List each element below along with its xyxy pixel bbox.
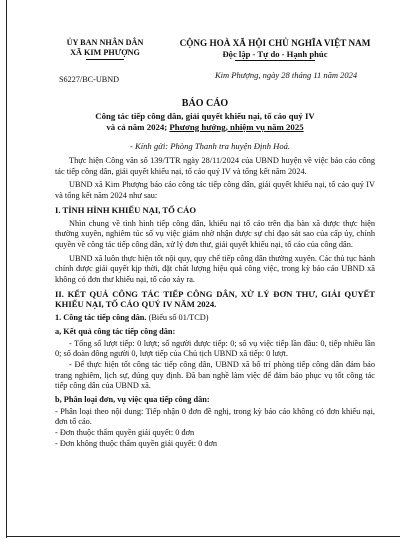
classification-line-1: - Phân loại theo nội dung: Tiếp nhận 0 đơn đề nghị, trong kỳ báo cáo không có đơn khiếu nại, đơn tố cáo. xyxy=(55,406,375,427)
classification-line-2: - Đơn thuộc thẩm quyền giải quyết: 0 đơn xyxy=(55,428,195,438)
subsection-1-label: 1. Công tác tiếp công dân. xyxy=(55,313,147,323)
agency-underline xyxy=(86,59,124,60)
paragraph-compliance: UBND xã luôn thực hiện tốt nội quy, quy chế tiếp công dân thường xuyên. Các thủ tục hành chính được giải quyết kịp thời, đặt chất lượng hiệu quả công việc, trong kỳ báo cáo UBND xã không có đơn thư khiếu nại, tố cáo xảy ra. xyxy=(55,253,375,285)
section-heading-1: I. TÌNH HÌNH KHIẾU NẠI, TỐ CÁO xyxy=(55,204,197,215)
section-heading-2: II. KẾT QUẢ CÔNG TÁC TIẾP CÔNG DÂN, XỬ LÝ ĐƠN THƯ, GIẢI QUYẾT KHIẾU NẠI, TỐ CÁO QUÝ IV NĂM 2024. xyxy=(55,288,375,310)
subsection-1b-title: b, Phân loại đơn, vụ việc qua tiếp công dân: xyxy=(55,395,210,405)
report-title-line-1: Công tác tiếp công dân, giải quyết khiếu nại, tố cáo quý IV xyxy=(95,111,315,121)
national-motto: Độc lập - Tự do - Hạnh phúc xyxy=(222,49,328,59)
issuing-agency xyxy=(50,38,160,60)
national-header xyxy=(165,38,385,61)
subsection-1a-title: a, Kết quả công tác tiếp công dân: xyxy=(55,326,176,336)
paragraph-basis: Thực hiện Công văn số 139/TTR ngày 28/11/2024 của UBND huyện về việc báo cáo công tác tiếp công dân, giải quyết khiếu nại, tố cáo quý IV và tổng kết năm 2024. xyxy=(55,156,375,176)
nation-name: CỘNG HOÀ XÃ HỘI CHỦ NGHĨA VIỆT NAM xyxy=(179,38,371,48)
document-number: S6227/BC-UBND xyxy=(59,75,120,84)
report-title xyxy=(60,98,350,132)
report-title-line-2-prefix: và cả năm 2024; xyxy=(106,121,170,132)
report-kind: BÁO CÁO xyxy=(181,98,229,109)
paragraph-intro: UBND xã Kim Phượng báo cáo công tác tiếp công dân, giải quyết khiếu nại, tố cáo quý IV và tổng kết năm 2024 như sau: xyxy=(55,180,375,201)
recipient-line: - Kính gửi: Phòng Thanh tra huyện Định Hoá. xyxy=(130,141,291,151)
agency-line-2: XÃ KIM PHƯỢNG xyxy=(70,48,140,57)
report-title-line-2 xyxy=(60,122,350,133)
classification-line-3: - Đơn không thuộc thẩm quyền giải quyết: 0 đơn xyxy=(55,438,218,448)
document-date: Kim Phượng, ngày 28 tháng 11 năm 2024 xyxy=(215,70,358,80)
motto-underline xyxy=(235,60,315,61)
page-bottom-border xyxy=(6,536,400,537)
subsection-1-title xyxy=(55,313,375,324)
agency-line-1: ỦY BAN NHÂN DÂN xyxy=(66,38,144,47)
results-line-1: - Tổng số lượt tiếp: 0 lượt; số người được tiếp: 0; số vụ việc tiếp lần đầu: 0, tiếp nhiều lần 0; số đoàn đông người 0, lượt tiếp của Chủ tịch UBND xã tiếp: 0 lượt. xyxy=(55,338,375,359)
paragraph-situation: Nhìn chung về tình hình tiếp công dân, khiếu nại tố cáo trên địa bàn xã được thực hiện thường xuyên, nghiêm túc số vụ việc giảm nhờ nhận được sự chỉ đạo sát sao của cấp ủy, chính quyền về công tác tiếp công dân, xử lý đơn thư, giải quyết khiếu nại, tố cáo của công dân. xyxy=(55,218,375,249)
report-title-line-2-underlined: Phương hướng, nhiệm vụ năm 2025 xyxy=(169,121,304,132)
page-left-border xyxy=(6,0,7,538)
subsection-1-note: (Biểu số 01/TCD) xyxy=(146,313,209,323)
results-line-2: - Để thực hiện tốt công tác tiếp công dân, UBND xã bố trí phòng tiếp công dân đảm bảo trang nghiêm, lịch sự, đúng quy định. Đã ban nghề làm việc để đảm bảo phục vụ tốt công tác tiếp công dân của UBND xã. xyxy=(55,359,375,391)
report-body xyxy=(55,156,375,450)
